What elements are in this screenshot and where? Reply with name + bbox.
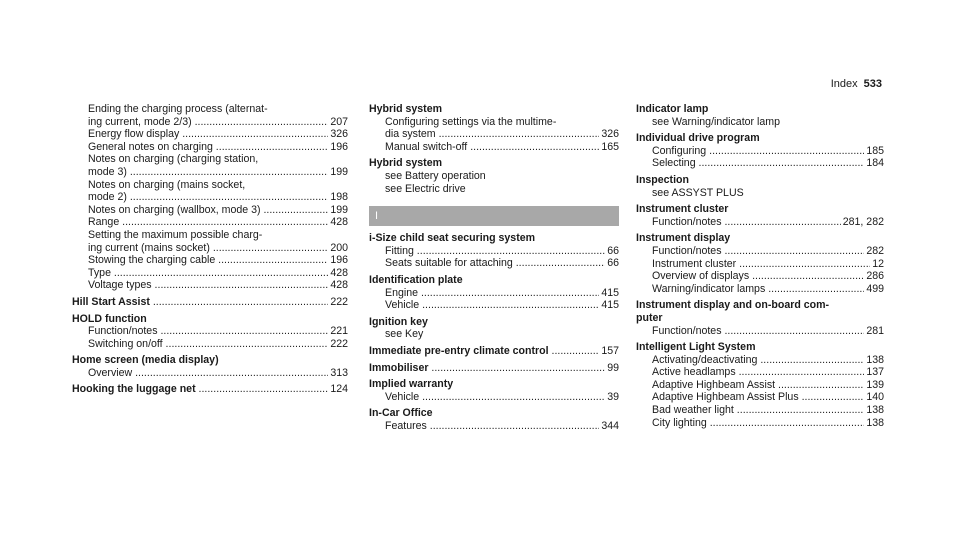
index-subentry-text: Selecting ..... xyxy=(652,157,864,170)
index-heading[interactable] xyxy=(636,203,884,216)
index-heading-text: Indicator lamp xyxy=(636,103,709,115)
index-subentry-text: Seats suitable for attaching ..... xyxy=(385,257,605,270)
index-subentry-text: Overview ..... xyxy=(88,367,328,380)
index-subentry-text: mode 2) ..... xyxy=(88,191,328,204)
index-subentry[interactable] xyxy=(369,299,619,312)
index-heading-text: Instrument display xyxy=(636,232,731,245)
page-reference[interactable]: 313 xyxy=(330,366,348,379)
page-reference[interactable]: 222 xyxy=(330,295,348,308)
page-reference[interactable]: 344 xyxy=(601,419,619,432)
see-reference[interactable]: see Electric drive xyxy=(385,182,466,195)
index-subentry-text: Range ..... xyxy=(88,216,328,229)
index-heading[interactable] xyxy=(72,313,348,326)
index-subentry[interactable] xyxy=(72,279,348,292)
index-heading[interactable] xyxy=(72,296,348,309)
index-subentry-text: Overview of displays ..... xyxy=(652,270,864,283)
see-reference[interactable]: see ASSYST PLUS xyxy=(652,186,744,199)
index-subentry-text: Vehicle ..... xyxy=(385,299,599,312)
index-heading[interactable] xyxy=(369,157,619,170)
index-subentry[interactable] xyxy=(72,216,348,229)
index-subentry-text: Features ..... xyxy=(385,420,599,433)
index-subentry[interactable] xyxy=(72,325,348,338)
index-heading[interactable] xyxy=(72,354,348,367)
page-reference[interactable]: 140 xyxy=(866,391,884,404)
index-heading[interactable] xyxy=(369,345,619,358)
index-subentry-text: Engine ..... xyxy=(385,287,599,300)
page-reference[interactable]: 286 xyxy=(866,270,884,283)
index-subentry[interactable] xyxy=(72,367,348,380)
index-heading[interactable] xyxy=(636,132,884,145)
see-reference[interactable]: see Warning/indicator lamp xyxy=(652,115,780,128)
page-reference[interactable]: 499 xyxy=(866,282,884,295)
index-subentry[interactable] xyxy=(636,216,884,229)
page-reference[interactable]: 415 xyxy=(601,286,619,299)
index-heading-text: Ignition key xyxy=(369,315,428,328)
page-reference[interactable]: 428 xyxy=(330,279,348,292)
page-reference[interactable]: 281, 282 xyxy=(842,215,884,228)
index-heading[interactable] xyxy=(636,299,884,312)
see-reference[interactable]: see Battery operation xyxy=(385,169,486,182)
index-heading[interactable] xyxy=(72,383,348,396)
index-subentry[interactable] xyxy=(72,141,348,154)
index-subentry-text: Active headlamps ..... xyxy=(652,366,864,379)
page-reference[interactable]: 165 xyxy=(601,140,619,153)
page-reference[interactable]: 200 xyxy=(330,241,348,254)
index-subentry[interactable] xyxy=(369,420,619,433)
index-subentry-text: Warning/indicator lamps ..... xyxy=(652,283,864,296)
index-heading[interactable] xyxy=(369,378,619,391)
page-reference[interactable]: 326 xyxy=(330,128,348,141)
index-heading[interactable] xyxy=(369,103,619,116)
index-subentry[interactable] xyxy=(636,354,884,367)
index-subentry-text: Fitting ..... xyxy=(385,245,605,258)
index-subentry-text: Voltage types ..... xyxy=(88,279,328,292)
page-number: 533 xyxy=(863,78,882,90)
index-subentry[interactable] xyxy=(636,157,884,170)
index-subentry-text: General notes on charging ..... xyxy=(88,141,328,154)
index-heading-text: Hill Start Assist ..... xyxy=(72,296,328,309)
see-reference[interactable]: see Key xyxy=(385,328,424,341)
index-heading-text: Identification plate xyxy=(369,273,463,286)
index-heading-text: Hybrid system xyxy=(369,157,443,170)
page-reference[interactable]: 184 xyxy=(866,157,884,170)
index-subentry-line: Notes on charging (mains socket, xyxy=(88,178,246,191)
index-subentry[interactable] xyxy=(369,141,619,154)
page-reference[interactable]: 39 xyxy=(607,390,619,403)
index-heading-text: Hybrid system xyxy=(369,103,443,115)
page-reference[interactable]: 157 xyxy=(601,344,619,357)
index-heading-text: In-Car Office xyxy=(369,407,433,420)
index-subentry[interactable] xyxy=(636,245,884,258)
index-subentry[interactable] xyxy=(636,145,884,158)
index-subentry[interactable] xyxy=(72,338,348,351)
page-reference[interactable]: 138 xyxy=(866,353,884,366)
page-reference[interactable]: 198 xyxy=(330,191,348,204)
page-reference[interactable]: 415 xyxy=(601,299,619,312)
index-subentry[interactable] xyxy=(636,258,884,271)
index-subentry-text: Function/notes ..... xyxy=(88,325,328,338)
letter-section-bar: I xyxy=(369,206,619,226)
index-subentry[interactable] xyxy=(636,270,884,283)
index-subentry-text: Function/notes ..... xyxy=(652,216,841,229)
index-subentry[interactable] xyxy=(636,404,884,417)
page-reference[interactable]: 196 xyxy=(330,254,348,267)
page-reference[interactable]: 199 xyxy=(330,203,348,216)
index-heading[interactable] xyxy=(369,316,619,329)
index-subentry-text: City lighting ..... xyxy=(652,417,864,430)
index-subentry-text: Adaptive Highbeam Assist Plus ..... xyxy=(652,391,864,404)
index-heading[interactable] xyxy=(636,341,884,354)
page-reference[interactable]: 66 xyxy=(607,244,619,257)
page-reference[interactable]: 138 xyxy=(866,416,884,429)
index-subentry[interactable] xyxy=(369,128,619,141)
index-subentry-text: Instrument cluster ..... xyxy=(652,258,870,271)
page-reference[interactable]: 66 xyxy=(607,257,619,270)
page-reference[interactable]: 124 xyxy=(330,383,348,396)
page-reference[interactable]: 281 xyxy=(866,324,884,337)
index-subentry-line: Setting the maximum possible charg- xyxy=(88,228,263,241)
index-subentry[interactable] xyxy=(72,116,348,129)
index-subentry[interactable] xyxy=(369,391,619,404)
index-subentry[interactable] xyxy=(369,245,619,258)
index-heading-text: Intelligent Light System xyxy=(636,341,756,354)
index-heading-text: Immobiliser ..... xyxy=(369,362,605,375)
index-subentry-text: mode 3) ..... xyxy=(88,166,328,179)
index-subentry-text: ing current, mode 2/3) ..... xyxy=(88,116,328,129)
index-subentry-text: Switching on/off ..... xyxy=(88,338,328,351)
page-reference[interactable]: 207 xyxy=(330,115,348,128)
index-subentry-text: Adaptive Highbeam Assist ..... xyxy=(652,379,864,392)
index-heading-text: Immediate pre-entry climate control ..... xyxy=(369,345,599,358)
index-heading-text: Instrument cluster xyxy=(636,203,729,216)
index-subentry-line: Notes on charging (charging station, xyxy=(88,153,259,166)
index-subentry-text: Function/notes ..... xyxy=(652,245,864,258)
page-reference[interactable]: 137 xyxy=(866,366,884,379)
page-header xyxy=(831,78,882,91)
page-reference[interactable]: 12 xyxy=(872,257,884,270)
index-subentry-text: dia system ..... xyxy=(385,128,599,141)
index-heading[interactable] xyxy=(369,362,619,375)
index-subentry-text: Type ..... xyxy=(88,267,328,280)
index-subentry[interactable] xyxy=(72,254,348,267)
index-subentry[interactable] xyxy=(636,391,884,404)
index-column-2 xyxy=(369,103,619,432)
section-label: Index xyxy=(830,78,858,90)
index-subentry-text: Notes on charging (wallbox, mode 3) ..... xyxy=(88,204,328,217)
index-subentry[interactable] xyxy=(72,267,348,280)
index-subentry[interactable] xyxy=(369,287,619,300)
index-heading[interactable] xyxy=(369,407,619,420)
index-subentry-text: Energy flow display ..... xyxy=(88,128,328,141)
index-subentry-text: Manual switch-off ..... xyxy=(385,141,599,154)
index-subentry-line: Ending the charging process (alternat- xyxy=(88,103,268,115)
page-reference[interactable]: 138 xyxy=(866,404,884,417)
index-subentry[interactable] xyxy=(72,166,348,179)
index-subentry-text: Function/notes ..... xyxy=(652,325,864,338)
index-subentry[interactable] xyxy=(72,242,348,255)
index-heading[interactable] xyxy=(636,174,884,187)
index-heading-text: i-Size child seat securing system xyxy=(369,232,536,245)
index-subentry-text: Stowing the charging cable ..... xyxy=(88,254,328,267)
index-heading[interactable] xyxy=(369,274,619,287)
index-subentry[interactable] xyxy=(636,325,884,338)
index-subentry[interactable] xyxy=(636,417,884,430)
index-heading-text: Instrument display and on-board com- xyxy=(636,299,830,312)
index-subentry-text: ing current (mains socket) ..... xyxy=(88,242,328,255)
page-reference[interactable]: 428 xyxy=(330,216,348,229)
index-subentry[interactable] xyxy=(72,204,348,217)
index-subentry[interactable] xyxy=(636,366,884,379)
index-heading-text: Individual drive program xyxy=(636,132,760,145)
index-subentry[interactable] xyxy=(72,128,348,141)
index-heading-text: HOLD function xyxy=(72,312,147,325)
index-heading[interactable] xyxy=(636,103,884,116)
page-reference[interactable]: 199 xyxy=(330,165,348,178)
index-subentry-text: Activating/deactivating ..... xyxy=(652,354,864,367)
page-reference[interactable]: 222 xyxy=(330,337,348,350)
index-heading-text: Hooking the luggage net ..... xyxy=(72,383,328,396)
index-subentry[interactable] xyxy=(72,191,348,204)
index-column-1 xyxy=(72,103,348,396)
index-column-3 xyxy=(636,103,884,429)
index-subentry-text: Vehicle ..... xyxy=(385,391,605,404)
page-reference[interactable]: 139 xyxy=(866,378,884,391)
page-reference[interactable]: 196 xyxy=(330,140,348,153)
index-subentry-line: Configuring settings via the multime- xyxy=(385,115,557,128)
index-subentry[interactable] xyxy=(636,283,884,296)
index-heading[interactable] xyxy=(636,312,884,325)
index-heading-text: Inspection xyxy=(636,173,689,186)
page-reference[interactable]: 185 xyxy=(866,144,884,157)
index-subentry-text: Configuring ..... xyxy=(652,145,864,158)
index-subentry-text: Bad weather light ..... xyxy=(652,404,864,417)
page-reference[interactable]: 326 xyxy=(601,128,619,141)
page-reference[interactable]: 99 xyxy=(607,361,619,374)
page-reference[interactable]: 282 xyxy=(866,244,884,257)
index-subentry[interactable] xyxy=(636,379,884,392)
index-heading-text: Implied warranty xyxy=(369,378,454,391)
index-heading[interactable] xyxy=(636,232,884,245)
index-subentry[interactable] xyxy=(369,257,619,270)
index-heading-text: Home screen (media display) xyxy=(72,354,219,367)
page-reference[interactable]: 221 xyxy=(330,325,348,338)
index-heading[interactable] xyxy=(369,232,619,245)
page-reference[interactable]: 428 xyxy=(330,266,348,279)
index-heading-text: puter xyxy=(636,311,663,324)
